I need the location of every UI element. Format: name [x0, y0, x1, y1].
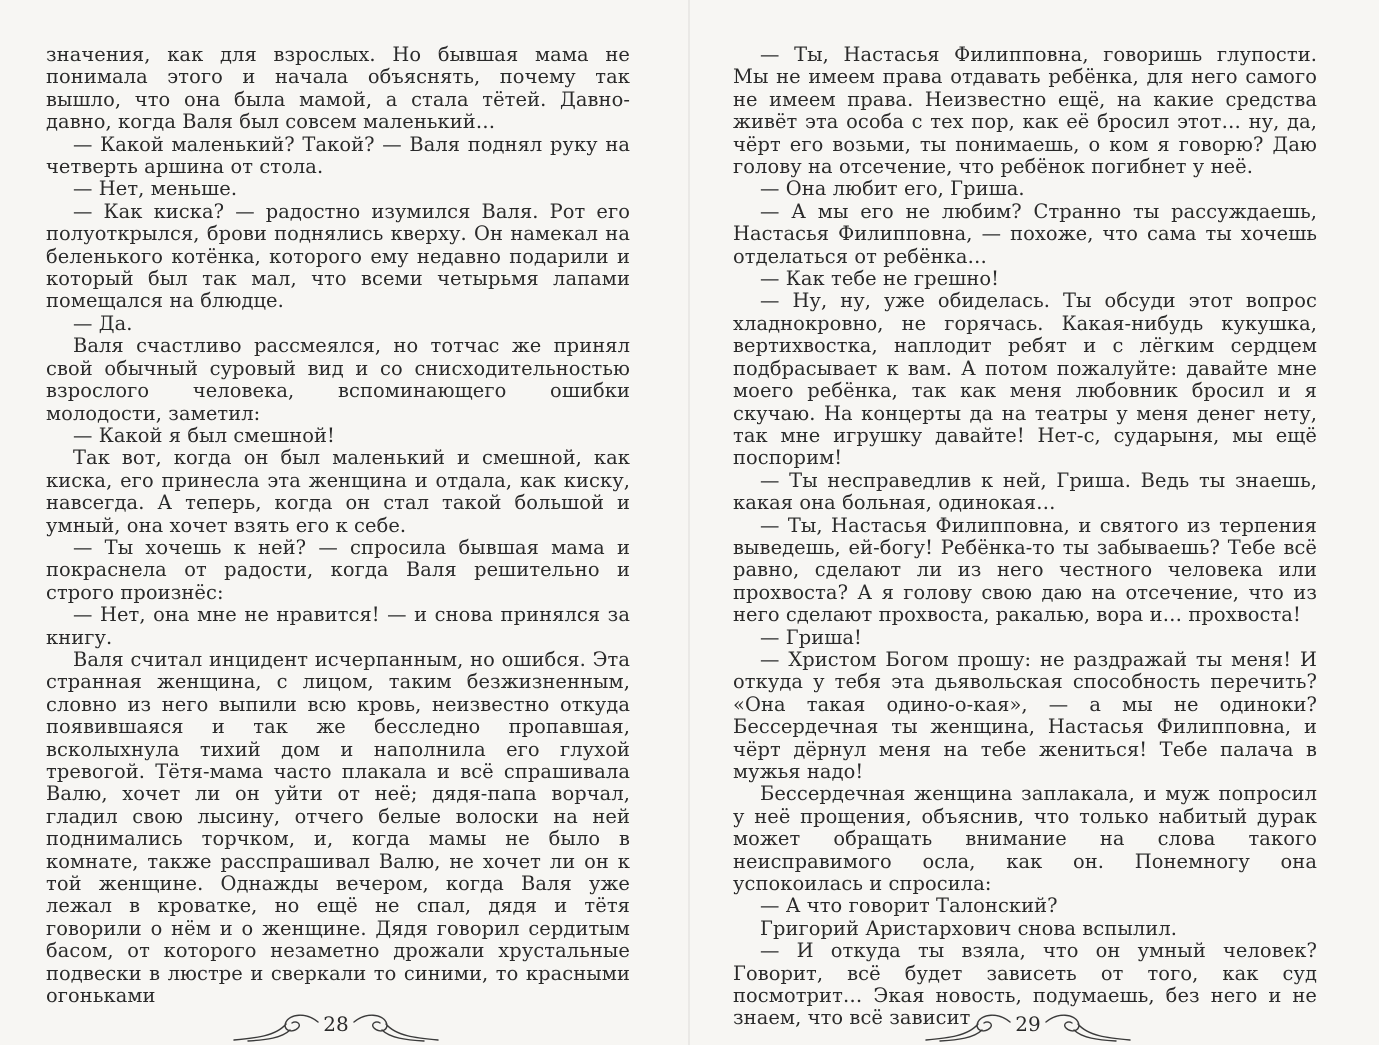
right-paragraph-11: — А что говорит Талонский? — [760, 894, 1058, 918]
book-gutter — [688, 0, 690, 1045]
left-page — [46, 43, 630, 1008]
left-paragraph-2: — Какой маленький? Такой? — Валя поднял руку на четверть аршина от стола. — [46, 132, 630, 179]
left-paragraph-4: — Как киска? — радостно изумился Валя. Рот его полуоткрылся, брови поднялись кверху. Он намекал на беленького котёнка, которого ему недавно подарили и который был так мал, что всеми четырьмя лапами помещался на блюдце. — [46, 199, 630, 313]
left-paragraph-5: — Да. — [73, 311, 133, 335]
right-page-number: 29 — [1015, 1012, 1041, 1036]
right-page-folio — [918, 1008, 1138, 1044]
left-paragraph-7: — Какой я был смешной! — [73, 423, 335, 447]
left-paragraph-10: — Нет, она мне не нравится! — и снова принялся за книгу. — [46, 603, 630, 649]
right-paragraph-13: — И откуда ты взяла, что он умный человек? Говорит, всё будет зависеть от того, как суд посмотрит… Экая новость, подумаешь, без него и не знаем, что всё зависит — [733, 939, 1317, 1030]
right-paragraph-10: Бессердечная женщина заплакала, и муж попросил у неё прощения, объяснив, что только набитый дурак может обращать внимание на слова такого неисправимого осла, как он. Понемногу она успокоилась и спросила: — [733, 782, 1317, 896]
right-paragraph-5: — Ну, ну, уже обиделась. Ты обсуди этот вопрос хладнокровно, не горячась. Какая-нибудь кукушка, вертихвостка, наплодит ребят и с лёгким сердцем подбрасывает к вам. А потом пожалуйте: давайте мне моего ребёнка, так как меня любовник бросил и я скучаю. На концерты да на театры у меня денег нету, так мне игрушку давайте! Нет-с, сударыня, мы ещё поспорим! — [733, 289, 1317, 470]
right-paragraph-3: — А мы его не любим? Странно ты рассуждаешь, Настасья Филипповна, — похоже, что сама ты хочешь отделаться от ребёнка… — [733, 199, 1317, 268]
left-paragraph-3: — Нет, меньше. — [73, 177, 238, 201]
right-paragraph-7: — Ты, Настасья Филипповна, и святого из терпения выведешь, ей-богу! Ребёнка-то ты забываешь? Тебе всё равно, сделают ли из него честного человека или прохвоста? А я голову свою даю на отсечение, что из него сделают прохвоста, ракалью, вора и… прохвоста! — [733, 513, 1317, 627]
left-paragraph-6: Валя счастливо рассмеялся, но тотчас же принял свой обычный суровый вид и со снисходительностью взрослого человека, вспоминающего ошибки молодости, заметил: — [46, 334, 630, 425]
left-paragraph-11: Валя считал инцидент исчерпанным, но ошибся. Эта странная женщина, с лицом, таким безжизненным, словно из него выпили всю кровь, неизвестно откуда появившаяся и так же бесследно пропавшая, всколыхнула тихий дом и наполнила его глухой тревогой. Тётя-мама часто плакала и всё спрашивала Валю, хочет ли он уйти от неё; дядя-папа ворчал, гладил свою лысину, отчего белые волоски на ней поднимались торчком, и, когда мамы не было в комнате, также расспрашивал Валю, не хочет ли он к той женщине. Однажды вечером, когда Валя уже лежал в кроватке, но ещё не спал, дядя и тётя говорили о нём и о женщине. Дядя говорил сердитым басом, от которого незаметно дрожали хрустальные подвески в люстре и сверкали то синими, то красными огоньками — [46, 647, 630, 1008]
right-paragraph-1: — Ты, Настасья Филипповна, говоришь глупости. Мы не имеем права отдавать ребёнка, для него самого не имеем права. Неизвестно ещё, на какие средства живёт эта особа с тех пор, как её бросил этот… ну, да, чёрт его возьми, ты понимаешь, о ком я говорю? Даю голову на отсечение, что ребёнок погибнет у неё. — [733, 43, 1317, 179]
left-paragraph-9: — Ты хочешь к ней? — спросила бывшая мама и покраснела от радости, когда Валя решительно и строго произнёс: — [46, 535, 630, 604]
right-paragraph-4: — Как тебе не грешно! — [760, 267, 1000, 291]
left-paragraph-1: значения, как для взрослых. Но бывшая мама не понимала этого и начала объяснять, почему так вышло, что она была мамой, а стала тётей. Давно-давно, когда Валя был совсем маленький… — [46, 43, 630, 134]
left-paragraph-8: Так вот, когда он был маленький и смешной, как киска, его принесла эта женщина и отдала, как киску, навсегда. А теперь, когда он стал такой большой и умный, она хочет взять его к себе. — [46, 446, 630, 537]
right-paragraph-9: — Христом Богом прошу: не раздражай ты меня! И откуда у тебя эта дьявольская способность перечить? «Она такая одино-о-кая», — а мы не одиноки? Бессердечная ты женщина, Настасья Филипповна, и чёрт дёрнул меня на тебе жениться! Тебе палача в мужья надо! — [733, 647, 1317, 783]
left-page-number: 28 — [323, 1012, 349, 1036]
right-paragraph-12: Григорий Аристархович снова вспылил. — [760, 916, 1178, 940]
right-paragraph-6: — Ты несправедлив к ней, Гриша. Ведь ты знаешь, какая она больная, одинокая… — [733, 468, 1317, 515]
right-paragraph-2: — Она любит его, Гриша. — [760, 177, 1025, 201]
right-paragraph-8: — Гриша! — [760, 625, 862, 649]
left-page-folio — [226, 1008, 446, 1044]
